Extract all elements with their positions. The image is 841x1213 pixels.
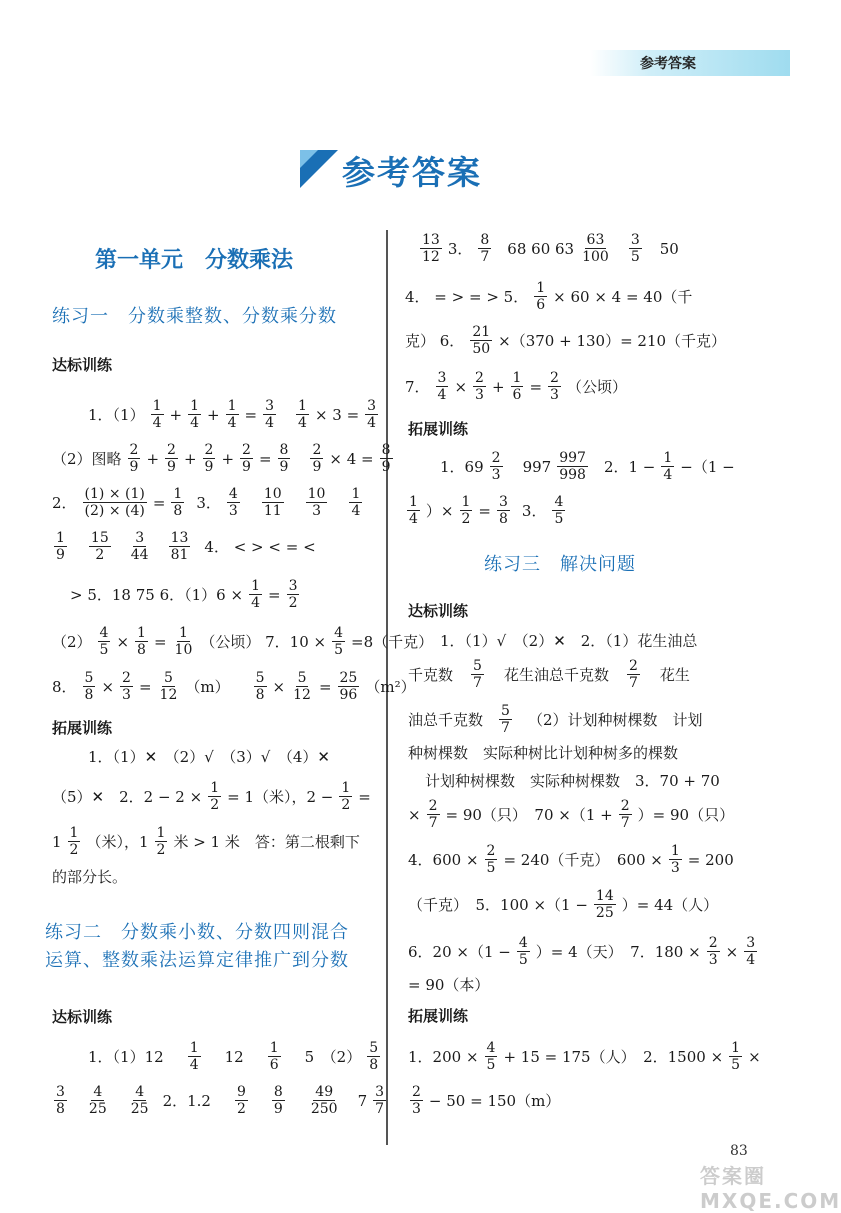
- answer-line: 种树棵数 实际种树比计划种树多的棵数: [408, 744, 679, 762]
- answer-line: 7． 3 4 × 2 3 + 1 6 = 2 3 （公顷）: [405, 370, 627, 403]
- exercise-heading-1: 练习一 分数乘整数、分数乘分数: [52, 306, 337, 327]
- answer-line: 3 8 4 25 4 25 2．1.2 9 2 8 9 49 250 7 3 7: [56, 1084, 385, 1117]
- answer-line: 13 12 3． 8 7 68 60 63 63 100 3 5 50: [422, 232, 679, 265]
- subheading-basic-1: 达标训练: [52, 356, 113, 374]
- answer-line: 1．200 × $\frac{4}{5}$ + 15 = 175（人） 2．1500 × $\frac{1}{5}$ ×: [408, 1040, 761, 1073]
- page-title: 参考答案: [342, 153, 482, 192]
- answer-line: 1 9 15 2 3 44 13 81 4． < > < = <: [56, 530, 316, 563]
- answer-line: = 90（本）: [408, 976, 490, 994]
- answer-line: 1 1 2 （米），1 1 2 米 > 1 米 答：第二根剩下: [52, 825, 360, 858]
- answer-line: 4． = > = > 5． $\frac{1}{6}$ × 60 × 4 = 40（千: [405, 280, 693, 313]
- answer-line: 1．（1）✕ （2）√ （3）√ （4）✕: [88, 748, 330, 766]
- subheading-extension-1: 拓展训练: [52, 719, 113, 737]
- answer-line: 的部分长。: [52, 868, 128, 886]
- answer-line: 1．（1）√ （2）✕ 2．（1）花生油总: [440, 632, 698, 650]
- answer-line: 1．（1） 1 4 + 1 4 + 1 4 = 3 4 1 4 × 3 = 3 4: [88, 398, 377, 431]
- answer-line: 1．（1）12 1 4 12 1 6 5 （2） 5 8: [88, 1040, 379, 1073]
- answer-line: 计划种树棵数 实际种树棵数 3．70 + 70: [425, 772, 720, 790]
- subheading-basic-3: 达标训练: [408, 602, 469, 620]
- subheading-extension-2: 拓展训练: [408, 420, 469, 438]
- header-label: 参考答案: [640, 56, 696, 72]
- answer-line: 2． (1) × (1) (2) × (4) = 1 8 3． 4 3 10 11 10 3 1 4: [52, 486, 361, 519]
- answer-line: × $\frac{2}{7}$ = 90（只） 70 ×（1 + $\frac{2}{7}$ ）= 90（只）: [408, 798, 735, 831]
- answer-line: > 5．18 75 6．（1）6 × $\frac{1}{4}$ = 3 2: [70, 578, 298, 611]
- subheading-basic-2: 达标训练: [52, 1008, 113, 1026]
- answer-line: （2） 4 5 × 1 8 = 1 10 （公顷） 7．10 × $\frac{4}{5}$ =8（千克）: [52, 625, 434, 658]
- subheading-extension-3: 拓展训练: [408, 1007, 469, 1025]
- answer-line: 千克数 5 7 花生油总千克数 2 7 花生: [408, 658, 690, 691]
- exercise-heading-2b: 运算、整数乘法运算定律推广到分数: [45, 950, 349, 971]
- answer-line: 油总千克数 5 7 （2）计划种树棵数 计划: [408, 703, 703, 736]
- title-triangle-icon: [300, 150, 338, 188]
- page-number: 83: [730, 1143, 748, 1159]
- answer-line: （千克） 5．100 ×（1 − $\frac{14}{25}$ ）= 44（人）: [408, 888, 719, 921]
- exercise-heading-3: 练习三 解决问题: [484, 554, 636, 575]
- answer-line: 1 4 ）× 1 2 = 3 8 3． 4 5: [409, 494, 564, 527]
- unit-heading: 第一单元 分数乘法: [95, 248, 294, 273]
- answer-line: 4．600 × $\frac{2}{5}$ = 240（千克） 600 × $\frac{1}{3}$ = 200: [408, 843, 734, 876]
- exercise-heading-2a: 练习二 分数乘小数、分数四则混合: [45, 922, 349, 943]
- answer-line: 2 3 − 50 = 150（m）: [412, 1084, 561, 1117]
- answer-line: 克） 6． $\frac{21}{50}$ ×（370 + 130）= 210（千克）: [405, 324, 727, 357]
- answer-line: 6．20 ×（1 − $\frac{4}{5}$ ）= 4（天） 7．180 × $\frac{2}{3}$ × 3 4: [408, 935, 756, 968]
- answer-line: 8． 5 8 × 2 3 = 5 12 （m） 5 8 × 5 12 = 25 96 （m²）: [52, 670, 416, 703]
- answer-line: （2）图略 2 9 + 2 9 + 2 9 + 2 9 = 8 9 2 9 × 4 = 8 9: [52, 442, 391, 475]
- watermark: 答案圈 MXQE.COM: [700, 1164, 841, 1213]
- answer-line: 1．69 2 3 997 997 998 2．1 − $\frac{1}{4}$ −（1 −: [440, 450, 735, 483]
- answer-line: （5）✕ 2．2 − 2 × $\frac{1}{2}$ = 1（米），2 − $\frac{1}{2}$ =: [52, 780, 371, 813]
